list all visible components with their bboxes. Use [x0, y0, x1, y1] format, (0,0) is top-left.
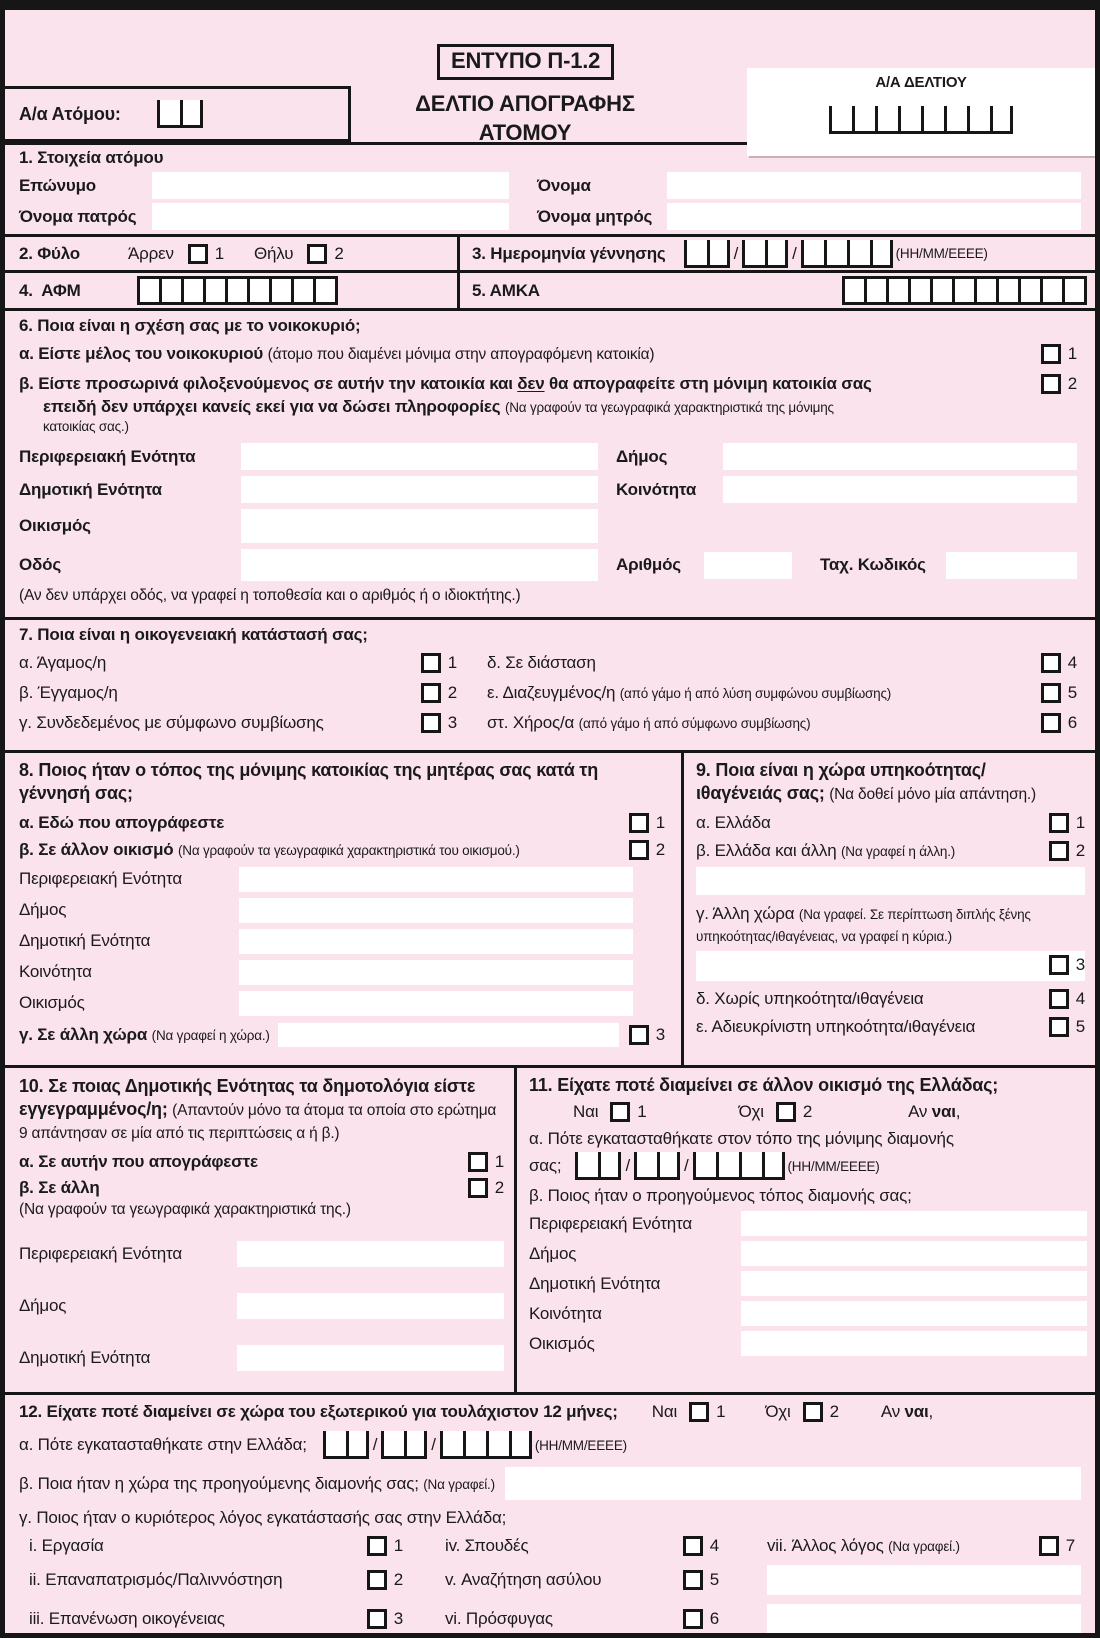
form-title-line2: ΑΤΟΜΟΥ	[478, 119, 572, 145]
reason-work-code: 1	[393, 1536, 403, 1555]
s11-municipal-unit-input[interactable]	[741, 1271, 1087, 1296]
section-6-footnote: (Αν δεν υπάρχει οδός, να γραφεί η τοποθεσία και ο αριθμός ή ο ιδιοκτήτης.)	[19, 587, 521, 604]
s12-day-field[interactable]	[323, 1431, 369, 1459]
option-9d-checkbox[interactable]	[1049, 989, 1085, 1009]
section-10-title: 10. Σε ποιας Δημοτικής Ενότητας τα δημοτολόγια είστε εγγεγραμμένος/η; (Απαντούν μόνο τα άτομα τα οποία στο ερώτημα 9 απάντησαν σε μία από τις περιπτώσεις α ή β.)	[19, 1076, 497, 1142]
s10-municipal-unit-label: Δημοτική Ενότητα	[19, 1347, 151, 1367]
option-9d-checkbox-box[interactable]	[1049, 989, 1069, 1009]
section-6-household-relation	[5, 308, 1095, 617]
s11-no-code: 2	[802, 1102, 813, 1121]
option-9b-label: β. Ελλάδα και άλλη (Να γραφεί η άλλη.)	[696, 840, 956, 860]
option-8a-checkbox-box[interactable]	[629, 813, 649, 833]
option-10b-checkbox[interactable]	[468, 1178, 504, 1198]
option-7c-checkbox-box[interactable]	[421, 713, 441, 733]
reason-studies-checkbox-box[interactable]	[683, 1536, 703, 1556]
option-10a-code: 1	[494, 1151, 504, 1171]
s6-settlement-input[interactable]	[241, 509, 598, 543]
section-4-afm	[5, 273, 460, 308]
section-5-title: 5. ΑΜΚΑ	[472, 280, 540, 300]
form-code-badge: ΕΝΤΥΠΟ Π-1.2	[437, 44, 614, 80]
s11-municipal-unit-label: Δημοτική Ενότητα	[529, 1273, 661, 1293]
option-7b-checkbox[interactable]	[421, 683, 457, 703]
reason-studies-label: iv. Σπουδές	[445, 1536, 529, 1555]
section-7-title: 7. Ποια είναι η οικογενειακή κατάστασή σας;	[19, 625, 368, 644]
option-7d-label: δ. Σε διάσταση	[487, 653, 596, 672]
option-9d-label: δ. Χωρίς υπηκοότητα/ιθαγένεια	[696, 988, 924, 1008]
s6-number-input[interactable]	[704, 552, 792, 579]
section-12-title: 12. Είχατε ποτέ διαμείνει σε χώρα του εξωτερικού για τουλάχιστον 12 μήνες;	[19, 1402, 618, 1421]
section-9-citizenship	[684, 753, 1095, 1065]
option-9a-code: 1	[1075, 812, 1085, 832]
s11-if-yes-label: Αν ναι,	[908, 1102, 961, 1121]
female-code: 2	[334, 243, 344, 263]
form-title-line1: ΔΕΛΤΙΟ ΑΠΟΓΡΑΦΗΣ	[415, 91, 635, 116]
s6-postal-label: Ταχ. Κωδικός	[820, 555, 926, 574]
reason-refugee-checkbox[interactable]	[683, 1609, 719, 1629]
reason-refugee-label: vi. Πρόσφυγας	[445, 1609, 553, 1628]
reason-other-code: 7	[1065, 1536, 1075, 1555]
s8-municipal-unit-label: Δημοτική Ενότητα	[19, 931, 151, 951]
date-slash: /	[431, 1435, 436, 1454]
s11-no-checkbox-box[interactable]	[776, 1102, 796, 1122]
reason-asylum-code: 5	[709, 1570, 719, 1589]
name-label: Όνομα	[537, 175, 591, 195]
option-6b-checkbox-box[interactable]	[1041, 374, 1061, 394]
reason-asylum-checkbox-box[interactable]	[683, 1570, 703, 1590]
option-8c-checkbox-box[interactable]	[629, 1025, 649, 1045]
afm-field[interactable]	[137, 276, 338, 305]
s11-yes-code: 1	[637, 1102, 647, 1121]
s8-regional-unit-input[interactable]	[239, 867, 633, 892]
section-8-mother-residence	[5, 753, 684, 1065]
option-7a-label: α. Άγαμος/η	[19, 653, 107, 672]
option-10a-checkbox[interactable]	[468, 1152, 504, 1172]
section-1-title: 1. Στοιχεία ατόμου	[19, 148, 164, 167]
s10-regional-unit-input[interactable]	[237, 1241, 504, 1267]
serial-number-label: Α/Α ΔΕΛΤΙΟΥ	[875, 74, 967, 91]
section-5-amka	[460, 273, 1095, 308]
section-9-title-line2: ιθαγένειάς σας; (Να δοθεί μόνο μία απάντηση.)	[696, 783, 1036, 804]
birth-date-format: (ΗΗ/ΜΜ/ΕΕΕΕ)	[895, 246, 988, 261]
section-6-title: 6. Ποια είναι η σχέση σας με το νοικοκυριό;	[19, 316, 361, 335]
s6-street-input[interactable]	[241, 549, 598, 581]
birth-date-field[interactable]	[684, 240, 893, 268]
section-10-municipal-rolls	[5, 1068, 517, 1392]
section-8-title: 8. Ποιος ήταν ο τόπος της μόνιμης κατοικίας της μητέρας σας κατά τη γέννησή σας;	[19, 760, 598, 804]
option-9b-checkbox[interactable]	[1049, 841, 1085, 861]
reason-family-checkbox[interactable]	[367, 1609, 403, 1629]
reason-repatriation-code: 2	[393, 1570, 403, 1589]
s11-no-checkbox[interactable]	[776, 1102, 812, 1122]
s11-settlement-label: Οικισμός	[529, 1333, 595, 1353]
s12-yes-checkbox[interactable]	[689, 1402, 725, 1422]
s6-number-label: Αριθμός	[616, 555, 681, 574]
option-8c-label: γ. Σε άλλη χώρα (Να γραφεί η χώρα.)	[19, 1024, 270, 1044]
s11-date-format: (ΗΗ/ΜΜ/ΕΕΕΕ)	[787, 1158, 880, 1174]
reason-other-label: vii. Άλλος λόγος (Να γραφεί.)	[767, 1536, 960, 1555]
reason-work-checkbox[interactable]	[367, 1536, 403, 1556]
s6-postal-input[interactable]	[946, 552, 1077, 579]
s12-yes-label: Ναι	[651, 1402, 678, 1421]
section-9-title-line1: 9. Ποια είναι η χώρα υπηκοότητας/	[696, 760, 986, 780]
option-8a-code: 1	[655, 812, 665, 832]
birth-year-field[interactable]	[801, 240, 893, 268]
s11-regional-unit-input[interactable]	[741, 1211, 1087, 1236]
option-10b-checkbox-box[interactable]	[468, 1178, 488, 1198]
male-checkbox-box[interactable]	[188, 244, 208, 264]
option-9b-code: 2	[1075, 840, 1085, 860]
reason-other-input-line1[interactable]	[767, 1565, 1081, 1595]
s12-if-yes-label: Αν ναι,	[880, 1402, 934, 1421]
s12-settle-date-field[interactable]	[323, 1431, 532, 1459]
s8-regional-unit-label: Περιφερειακή Ενότητα	[19, 869, 182, 889]
s12-yes-checkbox-box[interactable]	[689, 1402, 709, 1422]
reason-repatriation-checkbox-box[interactable]	[367, 1570, 387, 1590]
s11-day-field[interactable]	[575, 1152, 621, 1180]
s6-community-input[interactable]	[723, 476, 1077, 503]
s10-municipality-label: Δήμος	[19, 1295, 67, 1315]
option-11a-label-line2: σας;	[529, 1156, 562, 1175]
option-8b-checkbox[interactable]	[629, 840, 665, 860]
reason-asylum-checkbox[interactable]	[683, 1570, 719, 1590]
s6-regional-unit-label: Περιφερειακή Ενότητα	[19, 446, 196, 466]
s11-settlement-input[interactable]	[741, 1331, 1087, 1356]
option-9b-checkbox-box[interactable]	[1049, 841, 1069, 861]
option-7e-checkbox[interactable]	[1041, 683, 1077, 703]
s8-community-label: Κοινότητα	[19, 962, 92, 982]
option-10b-code: 2	[494, 1177, 504, 1197]
s10-regional-unit-label: Περιφερειακή Ενότητα	[19, 1243, 182, 1263]
option-10a-label: α. Σε αυτήν που απογράφεστε	[19, 1151, 258, 1171]
option-7f-checkbox[interactable]	[1041, 713, 1077, 733]
option-12b-country-input[interactable]	[505, 1467, 1081, 1500]
section-8-9-row	[5, 750, 1095, 1065]
option-9a-checkbox[interactable]	[1049, 813, 1085, 833]
mother-name-input[interactable]	[667, 203, 1081, 230]
female-label: Θήλυ	[254, 243, 294, 263]
date-slash: /	[625, 1156, 630, 1175]
option-8b-checkbox-box[interactable]	[629, 840, 649, 860]
option-6a-code: 1	[1067, 344, 1077, 363]
option-9b-country-input[interactable]	[696, 867, 1085, 895]
option-9c-checkbox-box[interactable]	[1049, 955, 1069, 975]
s11-regional-unit-label: Περιφερειακή Ενότητα	[529, 1213, 692, 1233]
option-9a-label: α. Ελλάδα	[696, 812, 771, 832]
father-name-input[interactable]	[152, 203, 509, 230]
s8-municipality-label: Δήμος	[19, 900, 67, 920]
option-9c-country-input[interactable]	[696, 951, 1085, 981]
reason-family-checkbox-box[interactable]	[367, 1609, 387, 1629]
s11-yes-label: Ναι	[573, 1102, 599, 1121]
s11-no-label: Όχι	[738, 1102, 764, 1121]
option-7b-checkbox-box[interactable]	[421, 683, 441, 703]
option-7f-code: 6	[1067, 713, 1077, 732]
male-code: 1	[214, 243, 225, 263]
option-7b-label: β. Έγγαμος/η	[19, 683, 118, 702]
s8-municipality-input[interactable]	[239, 898, 633, 923]
section-10-note: (Να γραφούν τα γεωγραφικά χαρακτηριστικά της.)	[19, 1200, 351, 1218]
option-11a-label-line1: α. Πότε εγκατασταθήκατε στον τόπο της μόνιμης διαμονής	[529, 1129, 954, 1148]
date-slash: /	[733, 243, 739, 263]
option-9e-label: ε. Αδιευκρίνιστη υπηκοότητα/ιθαγένεια	[696, 1016, 976, 1036]
s6-street-label: Οδός	[19, 555, 61, 574]
reason-refugee-code: 6	[709, 1609, 719, 1628]
option-7e-label: ε. Διαζευγμένος/η (από γάμο ή από λύση συμφώνου συμβίωσης)	[487, 683, 892, 702]
person-number-label: Α/α Ατόμου:	[19, 103, 121, 124]
section-3-birthdate	[460, 237, 1095, 270]
option-12b-label: β. Ποια ήταν η χώρα της προηγούμενης διαμονής σας; (Να γραφεί.)	[19, 1473, 495, 1493]
option-9e-checkbox[interactable]	[1049, 1017, 1085, 1037]
option-6b-line3: κατοικίας σας.)	[43, 419, 129, 434]
s6-community-label: Κοινότητα	[616, 479, 697, 499]
option-8c-code: 3	[655, 1024, 665, 1044]
option-9c-label: γ. Άλλη χώρα (Να γραφεί. Σε περίπτωση διπλής ξένης υπηκοότητας/ιθαγένειας, να γραφεί η κύρια.)	[696, 903, 1031, 944]
male-checkbox[interactable]	[188, 244, 224, 264]
option-10a-checkbox-box[interactable]	[468, 1152, 488, 1172]
option-10b-label: β. Σε άλλη	[19, 1177, 100, 1197]
option-7a-code: 1	[447, 653, 457, 672]
reason-repatriation-label: ii. Επαναπατρισμός/Παλιννόστηση	[29, 1570, 283, 1589]
option-9d-code: 4	[1075, 988, 1085, 1008]
option-7d-code: 4	[1067, 653, 1077, 672]
s11-month-field[interactable]	[634, 1152, 680, 1180]
s10-municipal-unit-input[interactable]	[237, 1345, 504, 1371]
female-checkbox-box[interactable]	[307, 244, 327, 264]
male-label: Άρρεν	[127, 243, 174, 263]
form-title	[340, 90, 710, 147]
option-6b-code: 2	[1067, 374, 1077, 393]
option-9c-checkbox[interactable]	[1049, 955, 1085, 975]
serial-number-box	[747, 68, 1095, 156]
reason-refugee-checkbox-box[interactable]	[683, 1609, 703, 1629]
s6-settlement-label: Οικισμός	[19, 516, 91, 535]
serial-number-field[interactable]	[829, 106, 1013, 134]
s8-settlement-label: Οικισμός	[19, 993, 85, 1013]
option-6b-line2: επειδή δεν υπάρχει κανείς εκεί για να δώσει πληροφορίες (Να γραφούν τα γεωγραφικά χαρακτηριστικά της μόνιμης	[43, 397, 834, 416]
s12-month-field[interactable]	[381, 1431, 427, 1459]
surname-input[interactable]	[152, 172, 509, 199]
amka-field[interactable]	[842, 276, 1087, 305]
option-9e-checkbox-box[interactable]	[1049, 1017, 1069, 1037]
option-9e-code: 5	[1075, 1016, 1085, 1036]
date-slash: /	[792, 243, 797, 263]
s6-municipal-unit-input[interactable]	[241, 476, 598, 503]
reason-other-checkbox[interactable]	[1039, 1536, 1075, 1556]
reason-other-input-line2[interactable]	[767, 1604, 1081, 1633]
option-7d-checkbox[interactable]	[1041, 653, 1077, 673]
reason-asylum-label: v. Αναζήτηση ασύλου	[445, 1570, 602, 1589]
s12-no-label: Όχι	[765, 1402, 791, 1421]
option-9a-checkbox-box[interactable]	[1049, 813, 1069, 833]
section-3-title: 3. Ημερομηνία γέννησης	[472, 243, 666, 263]
s6-regional-unit-input[interactable]	[241, 443, 598, 470]
mother-name-label: Όνομα μητρός	[537, 206, 653, 226]
surname-label: Επώνυμο	[19, 175, 96, 195]
section-2-sex	[5, 237, 460, 270]
section-7-marital-status	[5, 617, 1095, 750]
section-10-11-row	[5, 1065, 1095, 1392]
option-7c-checkbox[interactable]	[421, 713, 457, 733]
option-7b-code: 2	[447, 683, 457, 702]
s12-year-field[interactable]	[440, 1431, 532, 1459]
s12-yes-code: 1	[716, 1402, 726, 1421]
option-7e-code: 5	[1067, 683, 1077, 702]
s11-municipality-input[interactable]	[741, 1241, 1087, 1266]
option-7c-label: γ. Συνδεδεμένος με σύμφωνο συμβίωσης	[19, 713, 324, 732]
form-header	[5, 10, 1095, 145]
option-8c-checkbox[interactable]	[629, 1025, 665, 1045]
s12-no-checkbox[interactable]	[803, 1402, 839, 1422]
s8-municipal-unit-input[interactable]	[239, 929, 633, 954]
s11-yes-checkbox[interactable]	[610, 1102, 646, 1122]
option-9c-row	[696, 951, 1085, 981]
option-7f-label: στ. Χήρος/α (από γάμο ή από σύμφωνο συμβίωσης)	[487, 713, 811, 732]
birth-day-field[interactable]	[684, 240, 730, 268]
option-11b-label: β. Ποιος ήταν ο προηγούμενος τόπος διαμονής σας;	[529, 1186, 912, 1205]
date-slash: /	[683, 1156, 689, 1175]
section-12-abroad	[5, 1392, 1095, 1633]
s12-date-format: (ΗΗ/ΜΜ/ΕΕΕΕ)	[534, 1437, 627, 1453]
s12-no-checkbox-box[interactable]	[803, 1402, 823, 1422]
option-7f-checkbox-box[interactable]	[1041, 713, 1061, 733]
date-slash: /	[372, 1435, 378, 1454]
option-6b-label: β. Είστε προσωρινά φιλοξενούμενος σε αυτήν την κατοικία και δεν θα απογραφείτε στη μόνιμη κατοικία σας	[19, 374, 872, 393]
female-checkbox[interactable]	[307, 244, 343, 264]
reason-studies-checkbox[interactable]	[683, 1536, 719, 1556]
option-12a-label: α. Πότε εγκατασταθήκατε στην Ελλάδα;	[19, 1435, 307, 1454]
option-6a-label: α. Είστε μέλος του νοικοκυριού (άτομο που διαμένει μόνιμα στην απογραφόμενη κατοικία)	[19, 344, 655, 363]
reason-repatriation-checkbox[interactable]	[367, 1570, 403, 1590]
option-7e-checkbox-box[interactable]	[1041, 683, 1061, 703]
s8-settlement-input[interactable]	[239, 991, 633, 1016]
section-2-3-row	[5, 234, 1095, 270]
person-number-box	[5, 86, 351, 142]
section-11-title: 11. Είχατε ποτέ διαμείνει σε άλλον οικισμό της Ελλάδας;	[529, 1075, 999, 1095]
s11-community-label: Κοινότητα	[529, 1303, 602, 1323]
option-8b-code: 2	[655, 839, 665, 859]
s8-community-input[interactable]	[239, 960, 633, 985]
s11-move-date-field[interactable]	[575, 1152, 784, 1180]
s6-municipality-label: Δήμος	[616, 446, 668, 466]
section-4-5-row	[5, 270, 1095, 308]
person-number-field[interactable]	[157, 100, 203, 128]
birth-month-field[interactable]	[742, 240, 788, 268]
reason-other-checkbox-box[interactable]	[1039, 1536, 1059, 1556]
option-8b-label: β. Σε άλλον οικισμό (Να γραφούν τα γεωγραφικά χαρακτηριστικά του οικισμού.)	[19, 839, 520, 859]
reason-family-label: iii. Επανένωση οικογένειας	[29, 1609, 225, 1628]
option-6a-checkbox-box[interactable]	[1041, 344, 1061, 364]
option-6a-checkbox[interactable]	[1041, 344, 1077, 364]
option-8c-country-input[interactable]	[278, 1023, 619, 1047]
option-6b-checkbox[interactable]	[1041, 374, 1077, 394]
reason-family-code: 3	[393, 1609, 403, 1628]
option-7d-checkbox-box[interactable]	[1041, 653, 1061, 673]
name-input[interactable]	[667, 172, 1081, 199]
option-7c-code: 3	[447, 713, 457, 732]
reason-studies-code: 4	[709, 1536, 719, 1555]
option-7a-checkbox-box[interactable]	[421, 653, 441, 673]
section-2-title: 2. Φύλο	[19, 243, 80, 263]
option-12c-label: γ. Ποιος ήταν ο κυριότερος λόγος εγκατάστασής σας στην Ελλάδα;	[19, 1508, 507, 1527]
section-4-title: 4. ΑΦΜ	[19, 280, 81, 300]
reason-work-label: i. Εργασία	[29, 1536, 104, 1555]
father-name-label: Όνομα πατρός	[19, 206, 137, 226]
s11-municipality-label: Δήμος	[529, 1243, 577, 1263]
option-7a-checkbox[interactable]	[421, 653, 457, 673]
reason-work-checkbox-box[interactable]	[367, 1536, 387, 1556]
s6-municipal-unit-label: Δημοτική Ενότητα	[19, 479, 162, 499]
option-8a-label: α. Εδώ που απογράφεστε	[19, 812, 225, 832]
s11-year-field[interactable]	[693, 1152, 785, 1180]
option-9c-code: 3	[1075, 954, 1085, 974]
s12-no-code: 2	[829, 1402, 839, 1421]
option-8a-checkbox[interactable]	[629, 813, 665, 833]
s10-municipality-input[interactable]	[237, 1293, 504, 1319]
s11-community-input[interactable]	[741, 1301, 1087, 1326]
section-11-other-settlement	[517, 1068, 1095, 1392]
s11-yes-checkbox-box[interactable]	[610, 1102, 630, 1122]
s6-municipality-input[interactable]	[723, 443, 1077, 470]
